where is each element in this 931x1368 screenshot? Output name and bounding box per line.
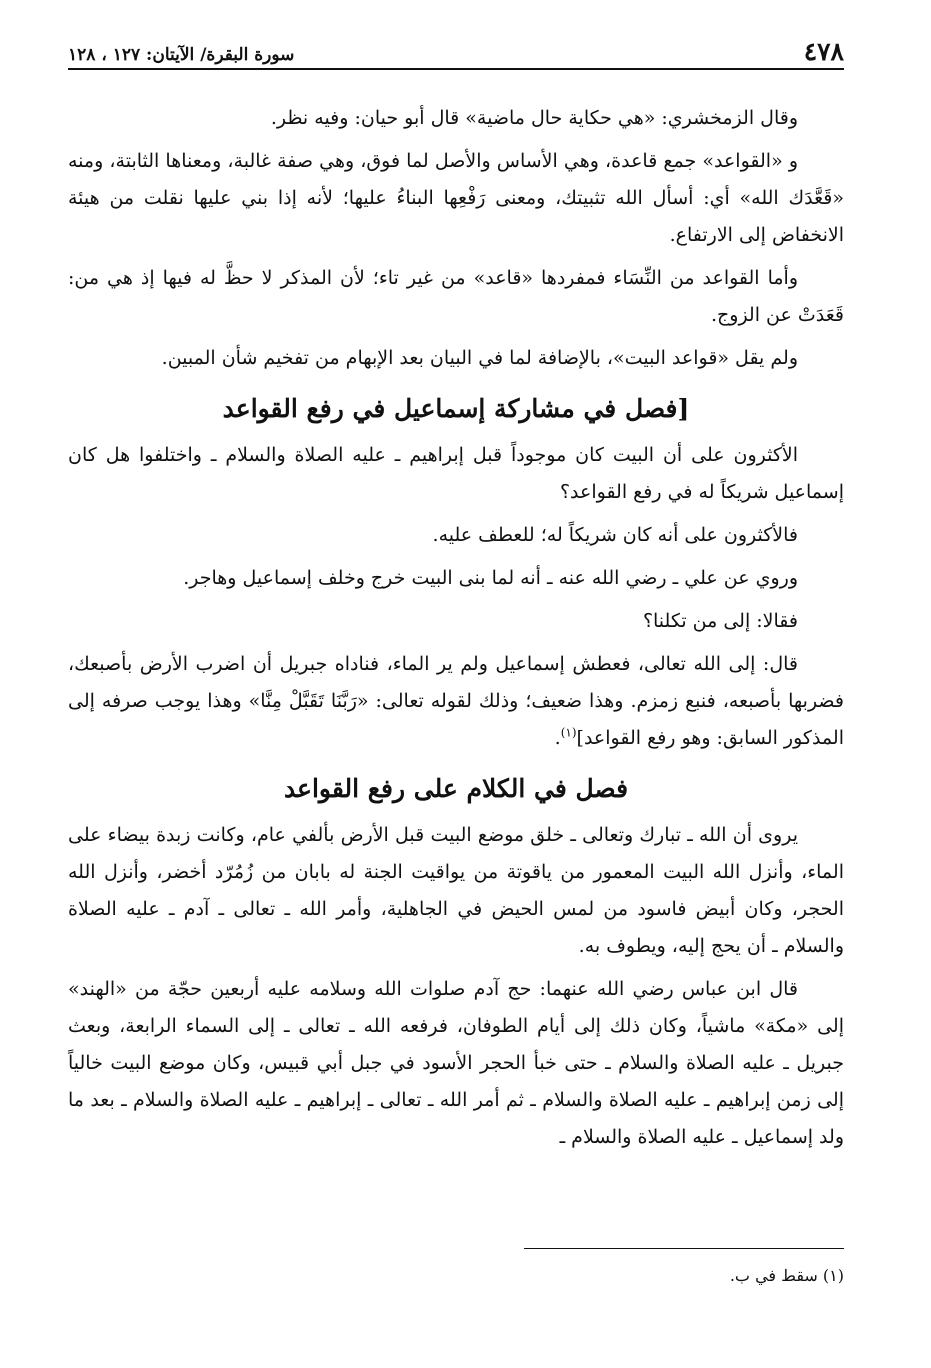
paragraph: يروى أن الله ـ تبارك وتعالى ـ خلق موضع البيت قبل الأرض بألفي عام، وكانت زبدة بيضاء على الماء، وأنزل الله البيت المعمور من ياقوتة من يواقيت الجنة له بابان من زُمُرّد أخضر، وأنزل الله الحجر، وكان أبيض فاسود من لمس الحيض في الجاهلية، وأمر الله ـ تعالى ـ آدم ـ عليه الصلاة والسلام ـ أن يحج إليه، ويطوف به. [68,824,844,957]
page-number: ٤٧٨ [803,37,844,66]
paragraph: و «القواعد» جمع قاعدة، وهي الأساس والأصل لما فوق، وهي صفة غالبة، ومعناها الثابتة، ومنه «قَعَّدَك الله» أي: أسأل الله تثبيتك، ومعنى رَفْعِها البناءُ عليها؛ لأنه إذا بني عليها نقلت من هيئة الانخفاض إلى الارتفاع. [68,150,844,246]
paragraph-tail: . [554,727,561,749]
paragraph: قال ابن عباس رضي الله عنهما: حج آدم صلوات الله وسلامه عليه أربعين حجّة من «الهند» إلى «مكة» ماشياً، وكان ذلك إلى أيام الطوفان، فرفعه الله ـ تعالى ـ إلى السماء الرابعة، وبعث جبريل ـ عليه الصلاة والسلام ـ حتى خبأ الحجر الأسود في جبل أبي قبيس، وكان موضع البيت خالياً إلى زمن إبراهيم ـ عليه الصلاة والسلام ـ ثم أمر الله ـ تعالى ـ إبراهيم ـ عليه الصلاة والسلام ـ بعد ما ولد إسماعيل ـ عليه الصلاة والسلام ـ [68,978,844,1148]
paragraph: فقالا: إلى من تكلنا؟ [642,610,798,632]
footnote-divider [524,1248,844,1249]
paragraph-text: قال: إلى الله تعالى، فعطش إسماعيل ولم ير الماء، فناداه جبريل أن اضرب الأرض بأصبعك، فضربها بأصبعه، فنبع زمزم. وهذا ضعيف؛ وذلك لقوله تعالى: «رَبَّنَا تَقَبَّلْ مِنَّا» وهذا يوجب صرفه إلى المذكور السابق: وهو رفع القواعد] [68,653,844,749]
paragraph: وأما القواعد من النِّسَاء فمفردها «قاعد» من غير تاء؛ لأن المذكر لا حظَّ له فيها إذ هي من: قَعَدَتْ عن الزوج. [68,267,844,326]
page-content [68,100,844,1156]
paragraph-with-footnote [68,646,844,757]
paragraph: ولم يقل «قواعد البيت»، بالإضافة لما في البيان بعد الإبهام من تفخيم شأن المبين. [161,347,798,369]
section-heading: فصل في الكلام على رفع القواعد [283,774,629,803]
paragraph: وقال الزمخشري: «هي حكاية حال ماضية» قال أبو حيان: وفيه نظر. [270,107,798,129]
page-header [68,30,844,70]
book-page [68,30,844,1340]
running-title: سورة البقرة/ الآيتان: ١٢٧ ، ١٢٨ [68,45,295,65]
footnote: (١) سقط في ب. [729,1266,844,1285]
section-heading: [فصل في مشاركة إسماعيل في رفع القواعد [222,394,690,423]
footnote-reference: (١) [560,725,577,740]
paragraph: وروي عن علي ـ رضي الله عنه ـ أنه لما بنى البيت خرج وخلف إسماعيل وهاجر. [183,567,798,589]
paragraph: الأكثرون على أن البيت كان موجوداً قبل إبراهيم ـ عليه الصلاة والسلام ـ واختلفوا هل كان إسماعيل شريكاً له في رفع القواعد؟ [68,444,844,503]
paragraph: فالأكثرون على أنه كان شريكاً له؛ للعطف عليه. [432,524,798,546]
